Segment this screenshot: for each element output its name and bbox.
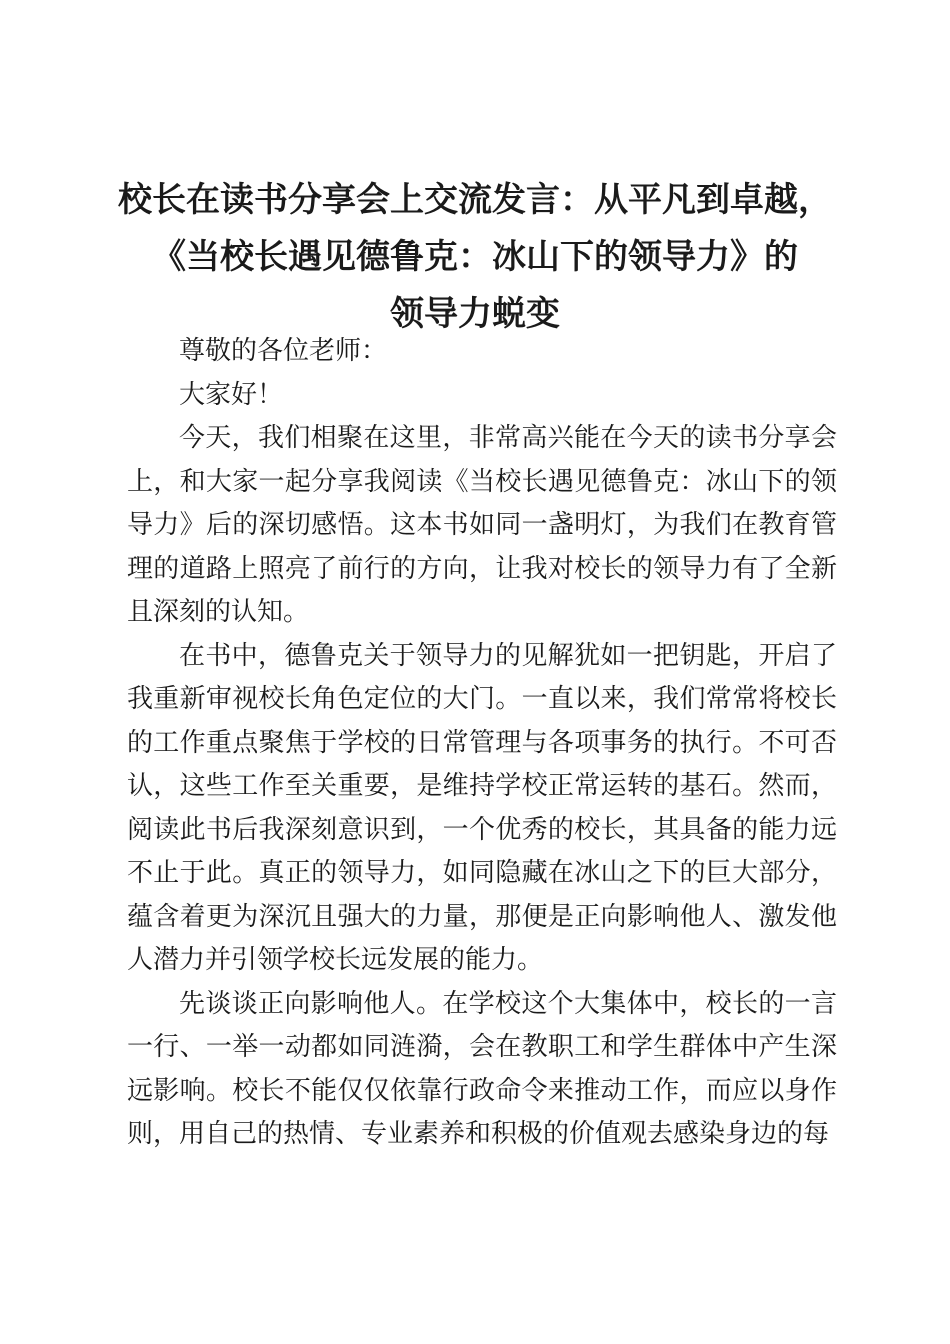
document-body [127,330,837,1157]
title-line-1: 校长在读书分享会上交流发言：从平凡到卓越， [118,180,832,220]
title-line-2: 《当校长遇见德鲁克：冰山下的领导力》的 [152,237,798,277]
paragraph-2: 在书中，德鲁克关于领导力的见解犹如一把钥匙，开启了我重新审视校长角色定位的大门。一直以来，我们常常将校长的工作重点聚焦于学校的日常管理与各项事务的执行。不可否认，这些工作至关重要，是维持学校正常运转的基石。然而，阅读此书后我深刻意识到，一个优秀的校长，其具备的能力远不止于此。真正的领导力，如同隐藏在冰山之下的巨大部分，蕴含着更为深沉且强大的力量，那便是正向影响他人、激发他人潜力并引领学校长远发展的能力。 [127,640,837,975]
paragraph-1: 今天，我们相聚在这里，非常高兴能在今天的读书分享会上，和大家一起分享我阅读《当校长遇见德鲁克：冰山下的领导力》后的深切感悟。这本书如同一盏明灯，为我们在教育管理的道路上照亮了前行的方向，让我对校长的领导力有了全新且深刻的认知。 [127,423,837,627]
document-title [110,172,840,343]
salutation: 尊敬的各位老师： [179,336,388,366]
title-line-3: 领导力蜕变 [390,294,560,334]
greeting: 大家好！ [179,379,284,410]
paragraph-3: 先谈谈正向影响他人。在学校这个大集体中，校长的一言一行、一举一动都如同涟漪，会在教职工和学生群体中产生深远影响。校长不能仅仅依靠行政命令来推动工作，而应以身作则，用自己的热情、专业素养和积极的价值观去感染身边的每 [127,988,837,1149]
